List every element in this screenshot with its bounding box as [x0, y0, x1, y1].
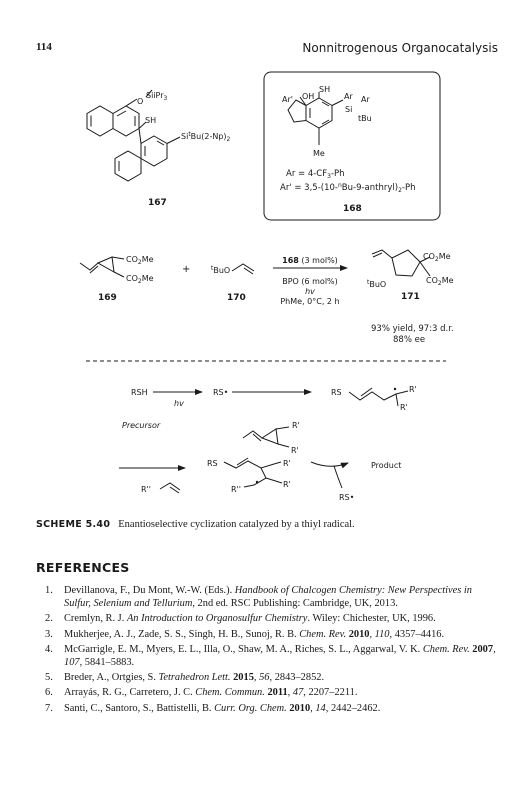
compound-169-structure	[80, 257, 124, 277]
reference-item	[36, 584, 496, 610]
label-co2me-169-a: $CO_2Me$	[126, 255, 154, 266]
scheme-caption-text: Enantioselective cyclization catalyzed by a thiyl radical.	[118, 519, 355, 530]
scheme-caption	[36, 519, 355, 530]
label-sh-168: SH	[319, 85, 331, 94]
label-tbuo-171: $^t$BuO	[367, 279, 387, 289]
plus-sign: +	[182, 264, 191, 275]
compound-169-label: 169	[98, 293, 117, 303]
reference-number: 4.	[45, 643, 53, 655]
condition-catalyst: 168 (3 mol%)	[282, 256, 338, 265]
label-product: Product	[371, 461, 402, 470]
label-ar-prime: Ar'	[282, 95, 293, 104]
compound-170-structure	[232, 264, 254, 274]
reference-number: 7.	[45, 702, 53, 714]
reference-pages: . Wiley: Chichester, UK, 1996.	[307, 613, 436, 625]
label-r-prime-adduct-b: R'	[283, 480, 291, 489]
reference-pages: , 4357–4416.	[389, 628, 445, 640]
condition-initiator: BPO (6 mol%)	[282, 277, 338, 286]
reference-item	[36, 671, 496, 684]
label-rs-adduct: RS	[207, 459, 218, 468]
reference-year: 2007	[469, 643, 494, 655]
label-rs-regenerated: RS•	[339, 493, 355, 502]
reference-authors: Devillanova, F., Du Mont, W.-W. (Eds.).	[64, 585, 235, 596]
label-rs-chain: RS	[331, 388, 342, 397]
reference-title: Chem. Rev.	[422, 643, 470, 655]
reference-pages: , 2442–2462.	[325, 702, 381, 714]
ee-line: 88% ee	[393, 335, 426, 345]
compound-168-structure	[288, 92, 343, 145]
label-precursor: Precursor	[122, 421, 161, 430]
reference-authors: Cremlyn, R. J.	[64, 613, 127, 625]
reference-authors: Breder, A., Ortgies, S.	[64, 672, 159, 684]
reference-number: 5.	[45, 672, 53, 684]
reference-item	[36, 702, 496, 715]
reference-year: 2011	[264, 687, 288, 699]
reference-year: 2010	[346, 628, 370, 640]
reference-volume: , 110	[369, 628, 390, 640]
reference-pages: , 2207–2211.	[303, 687, 358, 699]
reference-volume: , 14	[310, 702, 326, 714]
reference-pages: , 2843–2852.	[269, 672, 325, 684]
label-me: Me	[313, 149, 325, 158]
label-o: O	[137, 97, 144, 106]
reference-title: Chem. Rev.	[299, 628, 347, 640]
reference-item	[36, 643, 496, 669]
reference-year: 2010	[286, 702, 311, 714]
compound-171-label: 171	[401, 292, 420, 302]
label-r-prime-adduct-a: R'	[283, 459, 291, 468]
label-r-prime-precursor-b: R'	[291, 446, 299, 455]
label-r-prime-precursor-a: R'	[292, 421, 300, 430]
references-heading: REFERENCES	[36, 560, 130, 575]
label-rsh: RSH	[131, 388, 148, 397]
label-sh-167: SH	[145, 116, 157, 125]
reference-year: 2015	[230, 672, 254, 684]
reference-authors: Santi, C., Santoro, S., Battistelli, B.	[64, 702, 215, 714]
label-rs-radical: RS•	[213, 388, 229, 397]
page-number: 114	[36, 41, 52, 53]
label-co2me-171-a: $CO_2Me$	[423, 252, 451, 263]
compound-168-label: 168	[343, 204, 362, 214]
references-list	[36, 584, 496, 717]
reference-volume: , 56	[253, 672, 270, 684]
compound-167-structure	[87, 90, 180, 181]
reference-item	[36, 628, 496, 641]
reference-number: 1.	[45, 585, 53, 596]
label-osipr3: SiiPr$_3$	[146, 91, 168, 102]
reference-pages: , 5841–5883.	[79, 657, 135, 669]
radical-dot-adduct	[256, 481, 258, 483]
label-ar-1: Ar	[344, 92, 353, 101]
reference-item	[36, 612, 496, 625]
label-oh: OH	[302, 92, 315, 101]
reference-title: Handbook of Chalcogen Chemistry: New Perspectives in Sulfur, Selenium and Tellurium	[64, 585, 473, 610]
reference-authors: Mukherjee, A. J., Zade, S. S., Singh, H. B., Sunoj, R. B.	[64, 628, 300, 640]
label-tbu: tBu	[358, 114, 372, 123]
label-si-168: Si	[345, 105, 353, 114]
label-hv: hv	[174, 399, 184, 408]
label-r-double-prime-adduct: R''	[231, 485, 241, 494]
reference-number: 2.	[45, 613, 53, 625]
yield-line: 93% yield, 97:3 d.r.	[371, 324, 454, 334]
ar-definition: $Ar = 4-CF_3-Ph$	[286, 169, 345, 180]
reference-number: 3.	[45, 628, 53, 640]
label-co2me-171-b: $CO_2Me$	[426, 276, 454, 287]
reference-item	[36, 686, 496, 699]
label-ar-2: Ar	[361, 95, 370, 104]
reference-title: Chem. Commun.	[195, 687, 265, 699]
compound-167-label: 167	[148, 198, 167, 208]
reference-authors: Arrayás, R. G., Carretero, J. C.	[64, 687, 196, 699]
reference-title: Curr. Org. Chem.	[214, 702, 287, 714]
scheme-caption-label: SCHEME 5.40	[36, 519, 111, 530]
compound-170-label: 170	[227, 293, 246, 303]
label-r-prime-chain-b: R'	[400, 403, 408, 412]
reference-authors: McGarrigle, E. M., Myers, E. L., Illa, O., Shaw, M. A., Riches, S. L., Aggarwal, V. K.	[64, 643, 423, 655]
compound-171-structure	[372, 250, 430, 276]
label-si-tbu-np: $Si^tBu(2-Np)_2$	[181, 131, 231, 143]
reference-title: Tetrahedron Lett.	[158, 672, 231, 684]
radical-dot-chain	[394, 388, 396, 390]
running-title: Nonnitrogenous Organocatalysis	[302, 41, 498, 55]
reference-number: 6.	[45, 687, 53, 699]
reference-title: An Introduction to Organosulfur Chemistry	[126, 613, 308, 625]
label-co2me-169-b: $CO_2Me$	[126, 274, 154, 285]
label-r-prime-chain-a: R'	[409, 385, 417, 394]
condition-light: hv	[305, 287, 315, 296]
condition-solvent: PhMe, 0°C, 2 h	[280, 297, 340, 306]
label-tbuo-170: $^t$BuO	[211, 265, 231, 275]
reference-volume: , 107	[64, 643, 496, 669]
reference-volume: , 47	[287, 687, 304, 699]
reference-pages: , 2nd ed. RSC Publishing: Cambridge, UK, 2013.	[192, 598, 398, 610]
label-r-double-prime-alkene: R''	[141, 485, 151, 494]
ar-prime-definition: $Ar' = 3,5-(10-^nBu-9-anthryl)_2-Ph$	[280, 182, 416, 194]
